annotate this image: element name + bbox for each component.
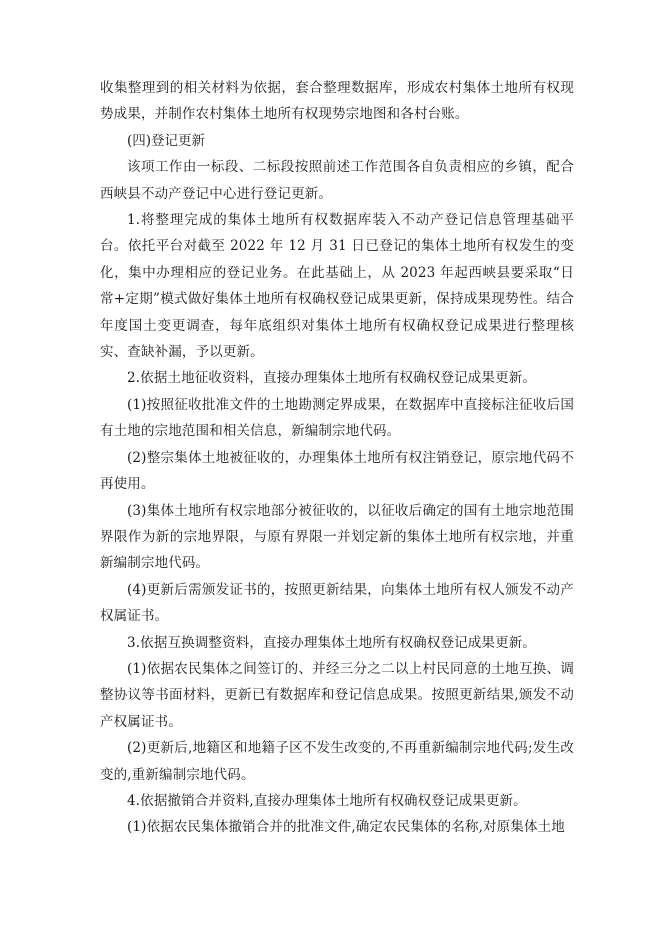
paragraph: (1)按照征收批准文件的土地勘测定界成果，在数据库中直接标注征收后国有土地的宗地范围和相关信息，新编制宗地代码。: [100, 396, 574, 440]
section-heading: (四)登记更新: [127, 132, 206, 149]
paragraph: 该项工作由一标段、二标段按照前述工作范围各自负责相应的乡镇，配合西峡县不动产登记中心进行登记更新。: [100, 159, 574, 202]
paragraph: 收集整理到的相关材料为依据，套合整理数据库，形成农村集体土地所有权现势成果，并制作农村集体土地所有权现势宗地图和各村台账。: [100, 80, 574, 123]
paragraph: (2)更新后,地籍区和地籍子区不发生改变的,不再重新编制宗地代码;发生改变的,重新编制宗地代码。: [100, 740, 574, 783]
paragraph: 1.将整理完成的集体土地所有权数据库装入不动产登记信息管理基础平台。依托平台对截至 2022 年 12 月 31 日已登记的集体土地所有权发生的变化，集中办理相应的登记业务。在此基础上，从 2023 年起西峡县要采取“日常+定期”模式做好集体土地所有权确权登记成果更新，保持成果现势性。结合年度国土变更调查，每年底组织对集体土地所有权确权登记成果进行整理核实、查缺补漏，予以更新。: [100, 212, 574, 361]
paragraph: 4.依据撤销合并资料,直接办理集体土地所有权确权登记成果更新。: [127, 792, 527, 809]
paragraph: (3)集体土地所有权宗地部分被征收的，以征收后确定的国有土地宗地范围界限作为新的宗地界限，与原有界限一并划定新的集体土地所有权宗地，并重新编制宗地代码。: [100, 502, 574, 572]
paragraph: (1)依据农民集体之间签订的、并经三分之二以上村民同意的土地互换、调整协议等书面材料，更新已有数据库和登记信息成果。按照更新结果,颁发不动产权属证书。: [100, 660, 574, 730]
paragraph: (4)更新后需颁发证书的，按照更新结果，向集体土地所有权人颁发不动产权属证书。: [100, 581, 574, 625]
paragraph: (2)整宗集体土地被征收的，办理集体土地所有权注销登记，原宗地代码不再使用。: [100, 449, 574, 493]
document-body: [100, 75, 574, 841]
paragraph: 3.依据互换调整资料，直接办理集体土地所有权确权登记成果更新。: [127, 634, 537, 651]
paragraph: 2.依据土地征收资料，直接办理集体土地所有权确权登记成果更新。: [127, 370, 537, 387]
paragraph: (1)依据农民集体撤销合并的批准文件,确定农民集体的名称,对原集体土地: [127, 819, 565, 836]
